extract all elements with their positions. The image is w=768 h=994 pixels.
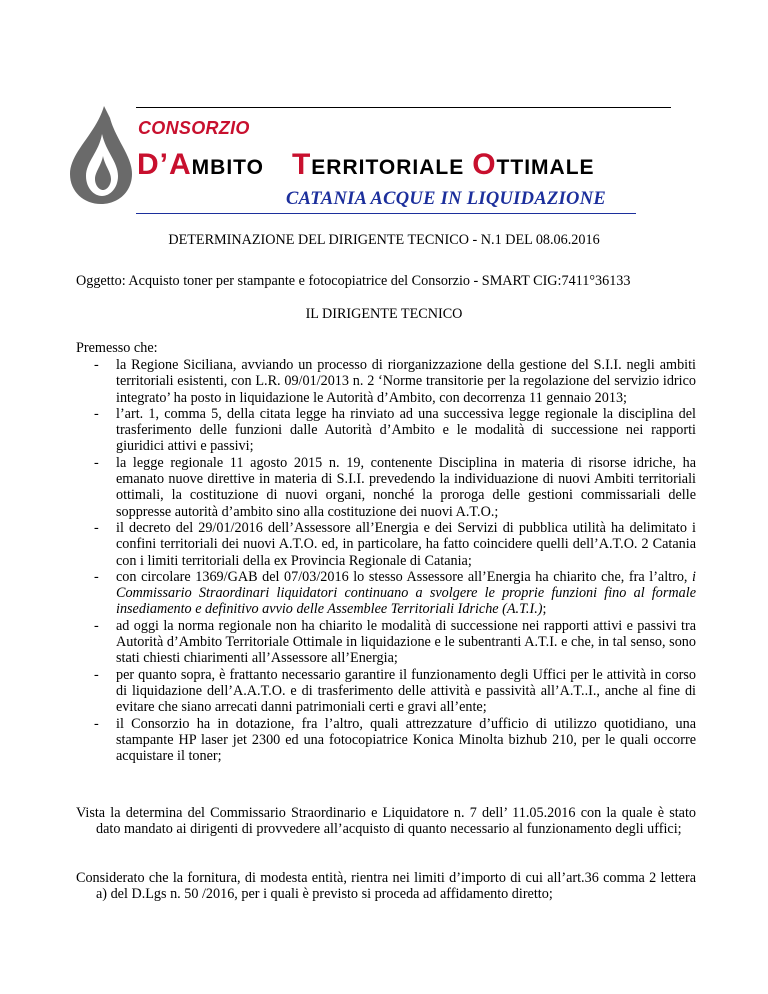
list-item: - l’art. 1, comma 5, della citata legge ha rinviato ad una successiva legge regionale la disciplina del trasferimento delle funzioni dalle Autorità d’Ambito e le modalità di successione nei rapporti giuridici attivi e passivi; xyxy=(94,405,696,455)
premesso-label: Premesso che: xyxy=(76,340,158,356)
list-item: - il decreto del 29/01/2016 dell’Assessore all’Energia e dei Servizi di pubblica utilità ha delimitato i confini territoriali dei nuovi A.T.O. ed, in particolare, ha fatto coincidere quelli dell’A.T.O. 2 Catania con i limiti territoriali della ex Provincia Regionale di Catania; xyxy=(94,519,696,569)
header-subtitle: CATANIA ACQUE IN LIQUIDAZIONE xyxy=(286,189,607,209)
premesso-list xyxy=(76,357,696,764)
header-subtitle-rule xyxy=(136,213,636,214)
water-drop-logo-icon xyxy=(66,104,136,206)
oggetto-line: Oggetto: Acquisto toner per stampante e fotocopiatrice del Consorzio - SMART CIG:7411°36133 xyxy=(76,273,631,289)
ato-erritoriale: ERRITORIALE xyxy=(311,156,465,179)
list-item: - con circolare 1369/GAB del 07/03/2016 lo stesso Assessore all’Energia ha chiarito che, fra l’altro, i Commissario Straordinari liquidatori continuano a svolgere le proprie funzioni fino al formale insediamento e definitivo avvio delle Assemblee Territoriali Idriche (A.T.I.); xyxy=(94,568,696,618)
header-top-rule xyxy=(136,107,671,108)
section-heading: IL DIRIGENTE TECNICO xyxy=(305,306,463,322)
considerato-paragraph: Considerato che la fornitura, di modesta entità, rientra nei limiti d’importo di cui all’art.36 comma 2 lettera a) del D.Lgs n. 50 /2016, per i quali è previsto si proceda ad affidamento diretto; xyxy=(76,870,696,903)
list-item: - la legge regionale 11 agosto 2015 n. 19, contenente Disciplina in materia di risorse idriche, ha emanato nuove direttive in materia di S.I.I. prevedendo la individuazione di nuovi Ambiti territoriali ottimali, la costituzione di nuovi organi, nonché la proroga delle gestioni commissariali delle soppresse autorità d’ambito sino alla costituzione dei nuovi A.T.O.; xyxy=(94,454,696,520)
list-item: - il Consorzio ha in dotazione, fra l’altro, quali attrezzature d’ufficio di utilizzo quotidiano, una stampante HP laser jet 2300 ed una fotocopiatrice Konica Minolta bizhub 210, per le quali occorre acquistare il toner; xyxy=(94,715,696,765)
list-item: - per quanto sopra, è frattanto necessario garantire il funzionamento degli Uffici per le attività in corso di liquidazione dell’A.A.T.O. e di trasferimento delle attività e passività all’A.T..I., anche al fine di evitare che siano arrecati danni patrimoniali certi e gravi all’ente; xyxy=(94,666,696,716)
list-item: - ad oggi la norma regionale non ha chiarito le modalità di successione nei rapporti attivi e passivi tra Autorità d’Ambito Territoriale Ottimale in liquidazione e le subentranti A.T.I. e che, in tal senso, sono stati chiesti chiarimenti all’Assessore all’Energia; xyxy=(94,617,696,667)
ato-o: O xyxy=(472,148,497,181)
ato-t: T xyxy=(291,148,312,181)
ato-d: D’ xyxy=(137,148,169,181)
ato-mbito: MBITO xyxy=(191,156,264,179)
document-title: DETERMINAZIONE DEL DIRIGENTE TECNICO - N.1 DEL 08.06.2016 xyxy=(168,232,600,248)
consorzio-label: CONSORZIO xyxy=(138,118,250,138)
ato-ttimale: TTIMALE xyxy=(496,156,595,179)
ato-title xyxy=(137,148,595,182)
ato-a: A xyxy=(169,148,192,181)
vista-paragraph: Vista la determina del Commissario Straordinario e Liquidatore n. 7 dell’ 11.05.2016 con la quale è stato dato mandato ai dirigenti di provvedere all’acquisto di quanto necessario al funzionamento degli uffici; xyxy=(76,805,696,838)
list-item: - la Regione Siciliana, avviando un processo di riorganizzazione della gestione del S.I.I. negli ambiti territoriali esistenti, con L.R. 09/01/2013 n. 2 ‘Norme transitorie per la regolazione del servizio idrico integrato’ ha posto in liquidazione le Autorità d’Ambito, con decorrenza 11 gennaio 2013; xyxy=(94,357,696,406)
